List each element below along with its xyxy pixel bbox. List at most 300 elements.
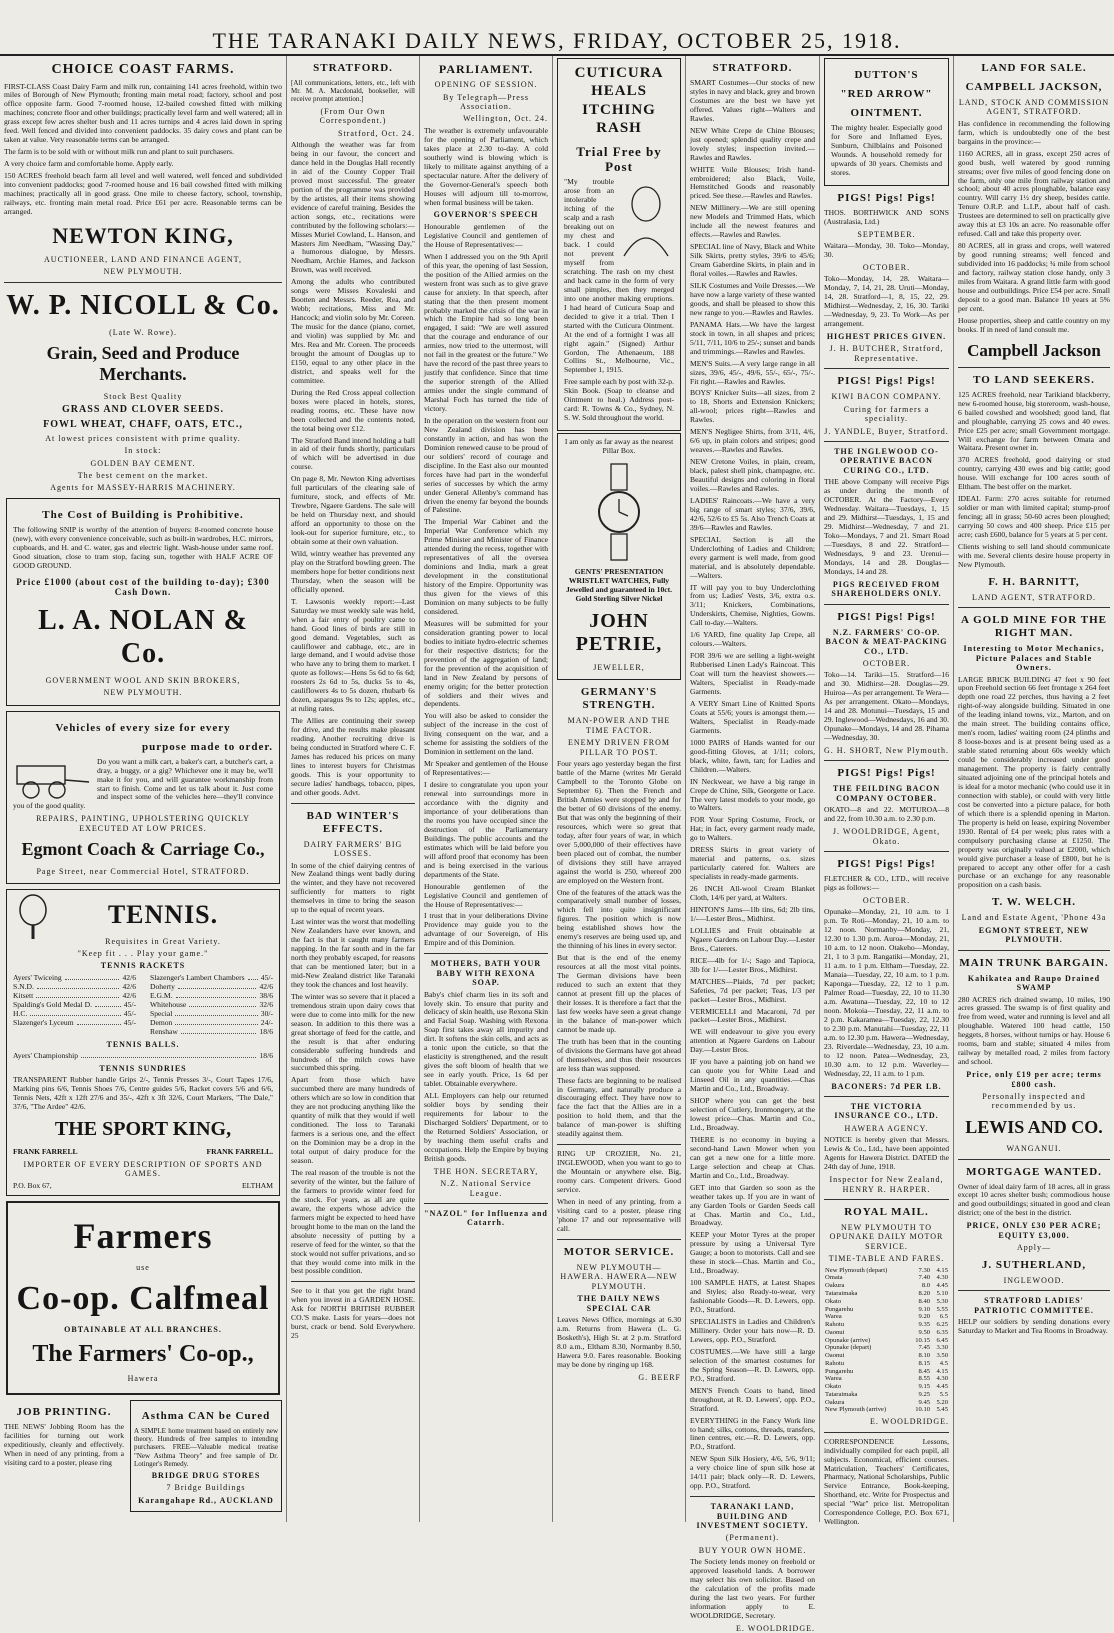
timetable-time: 9.50: [918, 1328, 931, 1336]
leader-dots: [175, 1019, 257, 1025]
divider: [557, 1144, 681, 1145]
divider: [824, 441, 949, 442]
bridge-address: 7 Bridge Buildings: [166, 1483, 246, 1493]
classified-ad: SPECIAL line of Navy, Black and White Silk Skirts, pretty styles, 39/6 to 45/6; Cream Gaberdine Skirts, in plain and in floral voiles.—Rawles and Rawles.: [690, 242, 815, 279]
tennis-ad: [6, 889, 280, 1196]
timetable-time: 8.20: [918, 1289, 931, 1297]
para: You will also be asked to consider the subject of the increase in the cost of living consequent on the war, and a scheme for assisting the soldiers of the Dominion in settlement on the land.: [424, 711, 548, 757]
para: The weather is extremely unfavourable for the opening of Parliament, which takes place at 2.30 to-day. A cold southerly wind is blowing which is likely to militate against anything of a spectacular nature. After the delivery of the Governor-General's speech both Houses will adjourn till to-morrow, when formal business will be taken.: [424, 125, 548, 207]
divider: [824, 851, 949, 852]
column-1: [0, 56, 287, 1522]
price-line: Price, only £19 per acre; terms £800 cash.: [966, 1070, 1102, 1089]
classified-ad: SMART Costumes—Our stocks of new styles in navy and black, grey and brown Costumes are the best we have yet offered. Values right—Walters and Rawles.: [690, 77, 815, 123]
timetable-time: 7.45: [918, 1344, 931, 1352]
timetable-time: 8.0: [921, 1282, 931, 1290]
classified-ad: NEW Millinery.—We are still opening new Models and Trimmed Hats, which include all the newest features and effects.—Rawles and Rawles.: [690, 203, 815, 240]
racket-price: 30/-: [260, 1008, 273, 1018]
jeweller: JEWELLER,: [593, 663, 645, 673]
timetable-row: [824, 1391, 949, 1399]
racket-row: [150, 1028, 273, 1037]
racket-icon: [13, 894, 53, 940]
motor-body: Leaves News Office, mornings at 6.30 a.m. Returns from Hawera (L. G. Bosketh's), High St. at 2 p.m. Stratford 8.0 a.m., Eltham 8.30, Normanby 8.50, Hawera 9.0. Fares reasonable. Booking may be done by ringing up 168.: [557, 1314, 681, 1369]
motor-sign: G. BEERF: [638, 1372, 681, 1382]
leader-dots: [77, 1019, 121, 1025]
para: Honourable gentlemen of the Legislative Council and gentlemen of the House of Representatives:—: [424, 221, 548, 249]
timetable-time: 9.45: [918, 1398, 931, 1406]
para: Four years ago yesterday began the first battle of the Marne (writes Mr Gerald Campbell to the Toronto Globe on September 6). Then the French and British Armies were stopped by and for the better of 60 divisions of the enemy. But that was only the beginning of their resources, which were so great that today, after four years of war, in which over 5,000,000 of their effectives have been placed out of combat, the number of divisions they still have arrayed against the world is 250, whereof 200 are employed on the Western front.: [557, 759, 681, 885]
para: The Stratford Band intend holding a ball in aid of their funds shortly, particulars of which will be advertised in due course.: [291, 435, 415, 472]
para: The real reason of the trouble is not the severity of the winter, but the failure of the farmers to provide winter feed for the stock. For years, as all are quite aware, the experts whose advice the farmers might be expected to heed have brought home to the man on the land the absolute necessity of putting by a reserve of feed for the winter, so that the stock would not suffer privations, and so that they would come into milk in the best possible condition.: [291, 1167, 415, 1276]
pigs-heading: PIGS! Pigs! Pigs!: [837, 767, 936, 780]
timetable-time: 6.35: [936, 1328, 948, 1336]
society-sign: E. WOOLDRIDGE.: [736, 1624, 815, 1633]
classified-ad: SHOP where you can get the best selection of Cutlery, Ironmongery, at the lowest price—Chas. Martin and Co., Ltd., Broadway.: [690, 1096, 815, 1132]
racket-name: Spalding's Gold Medal D.: [13, 999, 92, 1009]
farm-ad-3: A very choice farm and comfortable home. Apply early.: [4, 159, 174, 169]
use-word: use: [136, 1263, 150, 1273]
crozier-ad: RING UP CROZIER, No. 21, INGLEWOOD, when you want to go to the Mountain or anywhere else. Big, roomy cars. Competent drivers. Good service.: [557, 1149, 681, 1195]
motor-mechanics-sub: Interesting to Motor Mechanics, Picture Palaces and Stable Owners.: [963, 644, 1105, 673]
classified-ad: LADIES' Raincoats.—We have a very big range of smart styles; 37/6, 39/6, 42/6, 52/6 to £5 5s. Also Trench Coats at 39/6—Rawles and Rawles.: [690, 495, 815, 532]
fletcher: FLETCHER & CO., LTD., will receive pigs as follows:—: [824, 874, 949, 893]
nz-october: OCTOBER.: [862, 658, 911, 668]
divider: [824, 1432, 949, 1433]
para: IDEAL Farm: 270 acres suitable for returned soldier or man with limited capital; stump-proof fencing; all in grass; 50-60 acres been ploughed; carrying 50 cows and 400 sheep. Price £15 per acre; cash £600, balance for 5 years at 5 per cent.: [958, 494, 1110, 540]
masthead: [0, 0, 1114, 56]
divider: [958, 950, 1110, 951]
timetable-time: 9.35: [918, 1321, 931, 1329]
germany-heading: GERMANY'S STRENGTH.: [580, 686, 658, 712]
classified-ad: 1/6 YARD, fine quality Jap Crepe, all colours.—Walters.: [690, 630, 815, 649]
pigs-heading: PIGS! Pigs! Pigs!: [837, 375, 936, 388]
classified-ad: SPECIALISTS in Ladies and Children's Millinery. Order your hats now—R. D. Lewers, opp. P.O., Stratford.: [690, 1317, 815, 1344]
racket-name: Renshaw: [150, 1026, 178, 1036]
short: G. H. SHORT, New Plymouth.: [824, 746, 949, 756]
masthead-title: THE TARANAKI DAILY NEWS, FRIDAY, OCTOBER 25, 1918.: [212, 28, 902, 53]
service-league: N.Z. National Service League.: [440, 1179, 532, 1198]
dutton-ad: [824, 58, 949, 186]
classified-ad: A VERY Smart Line of Knitted Sports Coats at 55/6; yours is amongst them.—Walters, Specialist in Ready-made Garments.: [690, 698, 815, 735]
royal-mail-heading: ROYAL MAIL.: [844, 1205, 929, 1218]
leader-dots: [175, 1010, 257, 1016]
leader-dots: [248, 974, 258, 980]
para: 125 ACRES freehold, near Tarikiand blackberry, new 6-roomed house, big storeroom, wash-house, 6 bailed cowshed and woolshed; good land, flat and ploughable, carrying 25 cows and 40 ewes. Price £25 per acre; small Government mortgage. Will exchange for farm between Omata and Waitara. Present owner in.: [958, 389, 1110, 453]
timetable-stop: Oaonui: [825, 1352, 845, 1360]
tennis-sundries-body: TRANSPARENT Rubber handle Grips 2/-, Tennis Presses 3/-, Court Tapes 17/6, Marking pins 6/6, Tennis Shoes 7/6, Centre guides 5/6, Racket covers 5/6 and 6/6, Tennis Nets, 42ft x 12ft 27/6 and 35/-, 42ft x 3ft 32/6, Court Markers, "The Dale," 37/6, "The Ardee" 42/6.: [13, 1075, 273, 1112]
dutton-body: The mighty healer. Especially good for Sore and Inflamed Eyes, Sunburn, Chilblains and Poisoned Wounds. A household remedy for upwards of 30 years. Chemists and stores.: [831, 122, 942, 177]
leader-dots: [189, 1001, 256, 1007]
racket-price: 45/-: [123, 1008, 136, 1018]
para: Mr Speaker and gentlemen of the House of Representatives:—: [424, 759, 548, 778]
timetable-row: [824, 1313, 949, 1321]
sport-king-heading: THE SPORT KING,: [54, 1118, 232, 1141]
timetable-row: [824, 1274, 949, 1282]
classified-ad: NEW Cretone Voiles, in plain, cream, black, palest shell pink, champagne, etc. Beautiful designs and coloring in floral voiles.—Rawles and Rawles.: [690, 457, 815, 493]
newton-king-sub: AUCTIONEER, LAND AND FINANCE AGENT,: [44, 254, 242, 264]
tennis-sundries-heading: TENNIS SUNDRIES: [99, 1063, 187, 1073]
cuticura-ad: [557, 58, 681, 431]
racket-name: Ayers' Twiceing: [13, 972, 62, 982]
buy-own-home: BUY YOUR OWN HOME.: [698, 1545, 807, 1555]
petrie-ad: [557, 433, 681, 680]
stratford-classifieds: [690, 79, 815, 1491]
para: HELP our soldiers by sending donations every Saturday to Market and Tea Rooms in Broadway.: [958, 1316, 1110, 1335]
timetable-stop: Opunake (arrive): [825, 1336, 871, 1344]
bottom-ads-row: [4, 1400, 282, 1513]
nazol-ad: "NAZOL" for Influenza and Catarrh.: [424, 1209, 548, 1228]
para: 370 ACRES freehold, good dairying or stud country, carrying 430 ewes and big cattle; good house. Will exchange for 100 acres south of Eltham. The best offer on the market.: [958, 455, 1110, 492]
racket-name: Whitehouse: [150, 999, 187, 1009]
racket-name: Slazenger's Lyceum: [13, 1017, 74, 1027]
stratford-heading: STRATFORD.: [712, 62, 793, 74]
nolan-heading: L. A. NOLAN & Co.: [38, 604, 248, 669]
inglewood: INGLEWOOD.: [1003, 1275, 1065, 1285]
nz-list: Toko—14. Tariki—15. Stratford—16 and 30. Midhirst—28. Douglas—29. Huiroa—As per arrangement. Te Wera—As per arrangement. Okato—Mondays, 14 and 28. Motunui—Tuesdays, 15 and 29. Inglewood—Wednesdays, 16 and 30. Opunake—Mondays, 14 and 28. Pihama—Wednesday, 30.: [824, 670, 949, 743]
para: 80 ACRES, all in grass and crops, well watered by good running streams; well fenced and subdivided into 16 paddocks; ¾ mile from school and factory, railway station close handy, only 3 miles from Waitara. A grand little farm with good house and outbuildings. Price £54 per acre. Small deposit to a good man. Balance 10 years at 5% per cent.: [958, 241, 1110, 313]
racket-name: E.G.M.: [150, 990, 173, 1000]
para: The truth has been that in the counting of divisions the Germans have got ahead of themselves, and thus their resources are less than was supposed.: [557, 1036, 681, 1073]
timetable-time: 5.5: [939, 1390, 948, 1398]
para: The Imperial War Cabinet and the Imperial War Conference which my Prime Minister and Minister of Finance attended during the recess, together with representatives of all the oversea dominions and India, mark a great development in the constitutional history of the Empire. Opportunity was thus given for the views of this Dominion on many subjects to be fully considered.: [424, 517, 548, 616]
para: I trust that in your deliberations Divine Providence may guide you to the advantage of our Sovereign, of His Empire and of this Dominion.: [424, 911, 548, 948]
divider: [824, 760, 949, 761]
egmont-coach-heading: Egmont Coach & Carriage Co.,: [21, 839, 265, 860]
obtainable-line: OBTAINABLE AT ALL BRANCHES.: [64, 1324, 222, 1334]
timetable-time: 9.15: [918, 1383, 931, 1391]
classified-ad: FOR Your Spring Costume, Frock, or Hat; in fact, every garment ready made, go to Walters.: [690, 815, 815, 843]
cuticura-testimony: "My trouble arose from an intolerable itching of the scalp and a rash breaking out on my chest and back. I could not prevent myself from scratching. The rash on my chest and back came in the form of very small pimples, then they merged into one another making eruptions. I had heard of Cuticura Soap and decided to give it a trial. Then I started with the Cuticura Ointment. At the end of a fortnight I was all right again." (Signed) Arthur Gordon, The Athenaeum, 188 Collins St., Melbourne, Vic., September 1, 1915.: [564, 177, 674, 375]
correspondence-ad: CORRESPONDENCE Lessons, individually compiled for each pupil, all subjects. Economical, efficient courses. Matriculation, Teachers' Certificates, Pharmacy, National Scholarships, Public Service Entrance, Book-keeping, Shorthand, etc. Write for Prospectus and special "War" price list. Metropolitan Correspondence College, P.O. Box 671, Wellington.: [824, 1436, 949, 1527]
vehicles-ad: [6, 711, 280, 884]
timetable-time: 10.10: [915, 1406, 931, 1414]
asthma-heading: Asthma CAN be Cured: [141, 1409, 271, 1422]
rexona-heading: MOTHERS, BATH YOUR BABY WITH REXONA SOAP.: [430, 959, 542, 988]
sutherland: J. SUTHERLAND,: [981, 1258, 1087, 1271]
fowl-line: FOWL WHEAT, CHAFF, OATS, ETC.,: [43, 418, 243, 430]
john-petrie: JOHN PETRIE,: [575, 609, 663, 656]
enemy-sub: ENEMY DRIVEN FROM PILLAR TO POST.: [567, 738, 671, 757]
para: During the Red Cross appeal collection boxes were placed in hotels, stores, reading rooms, etc. These have now been collected and the contents noted, the total being over £12.: [291, 387, 415, 433]
cost-building-heading: The Cost of Building is Prohibitive.: [42, 508, 244, 521]
timetable-time: 4.5: [939, 1359, 948, 1367]
pigs-heading: PIGS! Pigs! Pigs!: [837, 858, 936, 871]
timetable: [824, 1267, 949, 1415]
classified-ad: FOR 39/6 we are selling a light-weight Rubberised Linen Lady's Raincoat. This Coat will turn the heaviest showers.—Walters, Specialist in Ready-made Garments.: [690, 651, 815, 697]
grass-line: GRASS AND CLOVER SEEDS.: [62, 404, 224, 416]
trial-heading: Trial Free by Post: [576, 143, 662, 175]
timetable-stop: Tataraimaka: [825, 1390, 858, 1398]
para: When I addressed you on the 9th April of this year, the opening of last Session, the position of the Allied armies on the western front was such as to give grave cause for anxiety. In that speech, after stating that the then present moment probably marked the crisis of the war in which the Empire had so long been engaged, I said: "We are well assured that the courage and endurance of our armies, now tried to the uttermost, will not fail in the greatest or the future." We have the record of the past three years to justify that confidence. Since that time the superior strength of the Allied armies under the single command of Marshal Foch has turned the tide of victory.: [424, 251, 548, 413]
timetable-stop: Warea: [825, 1313, 842, 1321]
oct-list: Toko—Monday, 14, 28. Waitara—Monday, 7, 14, 21, 28. Uruti—Monday, 14, 28. Stratford—1, 8, 15, 22, 29. Midhirst—Wednesday, 2, 16, 30. Tariki—Wednesday, 9, 23. To Work—As per arrangement.: [824, 274, 949, 329]
newton-king-place: NEW PLYMOUTH.: [103, 267, 183, 277]
classified-ad: MEN'S Negligee Shirts, from 3/11, 4/6, 6/6 up, in plain colors and stripes; good weaves.—Rawles and Rawles.: [690, 427, 815, 455]
divider: [424, 953, 548, 954]
timetable-row: [824, 1375, 949, 1383]
timetable-time: 7.40: [918, 1274, 931, 1282]
timetable-stop: Rahotu: [825, 1359, 845, 1367]
vehicles-repairs: REPAIRS, PAINTING, UPHOLSTERING QUICKLY EXECUTED AT LOW PRICES.: [36, 814, 250, 833]
racket-name: H.C.: [13, 1008, 28, 1018]
job-printing-body: THE NEWS' Jobbing Room has the facilities for turning out work expeditiously, cleanly and effectively. When in need of any printing, from a visiting card to a poster, please ring: [4, 1421, 124, 1467]
para: Apart from those which have succumbed there are many hundreds of others which are so low in condition that they are not producing anything like the quantity of milk that they would if well conditioned. The loss to Taranaki farmers is a serious one, and the effect on the Dominion may be a drop in the total output of dairy produce for the season.: [291, 1075, 415, 1166]
calfmeal-heading: Co-op. Calfmeal: [16, 1279, 270, 1317]
divider: [424, 1203, 548, 1204]
vehicles-heading-2: purpose made to order.: [142, 740, 273, 753]
timetable-time: 5.30: [936, 1297, 948, 1305]
permanent: (Permanent).: [725, 1533, 780, 1543]
timetable-stop: New Plymouth (arrive): [825, 1406, 887, 1414]
divider: [958, 1290, 1110, 1291]
classified-ad: COSTUMES.—We have still a large selection of the smartest costumes for the Spring Season—R. D. Lewers, opp. P.O., Stratford.: [690, 1346, 815, 1383]
leader-dots: [181, 1028, 257, 1034]
bad-winter-heading: BAD WINTER'S EFFECTS.: [306, 809, 400, 835]
timetable-stop: New Plymouth (depart): [825, 1266, 888, 1274]
welch-sub: Land and Estate Agent, 'Phone 43a: [961, 913, 1107, 923]
mortgage-price: PRICE, ONLY £30 PER ACRE; EQUITY £3,000.: [966, 1221, 1102, 1240]
asthma-body: A SIMPLE home treatment based on entirely new theory. Hundreds of free samples to intending purchasers. FREE—Valuable medical treatise "New Asthma Theory" and free sample of Dr. Lotinger's Remedy.: [134, 1426, 278, 1468]
barnitt-heading: F. H. BARNITT,: [988, 575, 1080, 588]
cost-building-ad: [6, 498, 280, 706]
classified-ad: LOLLIES and Fruit obtainable at Ngaere Gardens on Labour Day.—Lester Bros., Caterers.: [690, 925, 815, 953]
farm-ad-1: FIRST-CLASS Coast Dairy Farm and milk run, containing 141 acres freehold, within two miles of Borough of New Plymouth; fronting main metal road; factory, school and post office opposite farm. Good 7-roomed house, 12-bailed cowshed fitted with milking machines; concrete floor and other buildings; practically level farm and well watered; all in grass except few acres shelter bush and 11 acres turnips and 4 acres laid down in spring feed. Well fenced and divided into convenient paddocks. 35 dairy cows and plant can be taken at value. Very reasonable terms can be arranged.: [4, 81, 282, 145]
fletcher-october: OCTOBER.: [862, 895, 911, 905]
para: Has confidence in recommending the following farm, which is undoubtedly one of the best bargains in the province:—: [958, 118, 1110, 146]
main-trunk-heading: MAIN TRUNK BARGAIN.: [959, 956, 1109, 969]
timetable-row: [824, 1329, 949, 1337]
racket-price: 42/6: [259, 981, 273, 991]
leader-dots: [95, 1001, 121, 1007]
pillar-box-line: I am only as far away as the nearest Pillar Box.: [564, 437, 674, 456]
highest-prices: HIGHEST PRICES GIVEN.: [826, 332, 947, 341]
farmers-calfmeal-ad: [6, 1201, 280, 1395]
divider: [291, 1281, 415, 1282]
farm-ad-2: The farm is to be sold with or without milk run and plant to suit purchasers.: [4, 147, 234, 157]
racket-price: 45/-: [123, 999, 136, 1009]
timetable-row: [824, 1337, 949, 1345]
timetable-time: 3.50: [936, 1352, 948, 1360]
job-printing-ad: [4, 1400, 124, 1513]
racket-row: [13, 1001, 136, 1010]
timetable-time: 6.5: [939, 1313, 948, 1321]
campbell-jackson-heading: CAMPBELL JACKSON,: [965, 80, 1103, 93]
portrait-icon: [618, 180, 674, 258]
timetable-row: [824, 1368, 949, 1376]
timetable-stop: Pungarehu: [825, 1305, 854, 1313]
borthwick: THOS. BORTHWICK AND SONS (Australasia, Ltd.): [824, 207, 949, 226]
classified-ad: SPECIAL Section is all the Underclothing of Ladies and Children; every garment is well made, from good material, and is absolutely dependable.—Walters.: [690, 534, 815, 580]
para: 280 ACRES rich drained swamp, 10 miles, 190 acres grassed. The swamp is of first quality and free from weed, water and running is level and all ploughable. Watered 100 head cattle, 150 heggets, 8 horses, without turnips or hay. House 6 rooms, barn and stable; situated 4 miles from railway by metalled road, 2 miles from factory and school.: [958, 994, 1110, 1067]
racket-name: Demon: [150, 1017, 173, 1027]
classified-ad: NEW Spun Silk Hosiery, 4/6, 5/6, 9/11; a very choice line of spun silk hose at 14/11 pair; black only—R. D. Lewers, opp. P.O., Stratford.: [690, 1454, 815, 1491]
tennis-rackets-heading: TENNIS RACKETS: [100, 961, 186, 971]
classified-ad: GET into that Garden so soon as the weather takes up. If you are in want of any Garden Tools or Garden Seeds call at Chas. Martin and Co., Ltd., Broadway.: [690, 1182, 815, 1228]
timetable-row: [824, 1344, 949, 1352]
para: Baby's chief charm lies in its soft and lovely skin. To ensure that purity and delicacy of skin health, use Rexona Skin and Facial Soap. Washing with Rexona Soap first takes away all impurity and dirt. It softens the skin cells, and acts as a tonic upon the cuticle, so that the elasticity is strengthened, and the result gives the soft bloom of health that we see in early youth. Price, 1s 6d per tablet. Obtainable everywhere.: [424, 989, 548, 1089]
kahikatea-sub: Kahikatea and Raupo Drained SWAMP: [967, 973, 1101, 993]
racket-price: 18/6: [259, 1026, 273, 1036]
ayers-price: 18/6: [259, 1051, 273, 1061]
classified-ad: 1000 PAIRS of Hands wanted for our good-fitting Gloves, at 1/11; colors, black, white, fawn, tan; for Ladies and Children.—Walters.: [690, 737, 815, 774]
land-for-sale-heading: LAND FOR SALE.: [981, 62, 1087, 74]
timetable-time: 5.10: [936, 1289, 948, 1297]
para: Clients wishing to sell land should communicate with me. Several clients desire house property in New Plymouth.: [958, 542, 1110, 569]
timetable-heading: TIME-TABLE AND FARES.: [828, 1254, 945, 1264]
timetable-time: 7.30: [918, 1266, 931, 1274]
stock-line: Stock Best Quality: [103, 391, 183, 401]
para: T. Lawsonis weekly report:—Last Saturday we must weekly sale was held, when a fair entry of poultry came to hand. Good lines of birds are still in good demand. Vegetables, such as cauliflower and cabbage, etc., are in large demand, and I would advise those who have any to bring them to market. I quote as follows:—Hens 5s 6d to 6s 6d; roosters 2s 6d to 5s, ducks 5s to 4s, cauliflowers 4s to 5s dozen, rhubarb 6s dozen, asparagus 9s to 12s; apples, etc., at ruling rates.: [291, 596, 415, 714]
racket-name: Doherty: [150, 981, 175, 991]
divider: [291, 803, 415, 804]
para: Although the weather was far from being in our favour, the concert and dance held in the Douglas Hall recently in aid of the County Copper Trail proved most successful. The greater portion of the programme was provided by the artistes, all their items showing evidence of careful training. Besides the action songs, etc., recitations were contributed by the following scholars:—Misses Muriel Cowland, L. Hanson, and Masters Jim Needham, "Wassing Day," a humorous dialogue, by Messrs. Needham, Archie Hames, and Jackson Brown, was well received.: [291, 140, 415, 275]
asthma-ad: [130, 1400, 282, 1513]
leader-dots: [176, 992, 257, 998]
divider: [958, 607, 1110, 608]
inglewood-bacon: THE INGLEWOOD CO-OPERATIVE BACON CURING CO., LTD.: [834, 447, 939, 475]
pigs-heading: PIGS! Pigs! Pigs!: [837, 191, 936, 204]
para: Among the adults who contributed songs were Misses Kovaleski and Bootten and Messrs. Reeder, Rea, and Webb; recitations, Miss and Mr. Hancock; and violin solo by Mr. Coreen. The music for the dance (piano, cornet, and violin) was supplied by Mr. and Mrs. Rea and Mr. Coreen. The proceeds brought the amount of Douglas up to £150, equal to any other place in the district, and speaks well for the committee.: [291, 277, 416, 385]
farmers-heading: Farmers: [73, 1215, 213, 1256]
timetable-stop: Oakura: [825, 1282, 845, 1290]
printing-ad: When in need of any printing, from a visiting card to a poster, please ring 'phone 17 and our representative will call.: [557, 1197, 681, 1233]
leader-dots: [65, 974, 120, 980]
timetable-time: 8.55: [918, 1375, 931, 1383]
classified-ad: 26 INCH All-wool Cream Blanket Cloth, 14/6 per yard, at Walters.: [690, 884, 815, 903]
timetable-stop: Omata: [825, 1274, 843, 1282]
para: Last winter was the worst that modelling New Zealanders have ever known, and the fact is that it caught many farmers napping. In the far south and in the far north they probably escaped, for reasons that can be mentioned later; but in a mid-New Zealand district like Taranaki they took the chances and lost heavily.: [291, 917, 416, 989]
timetable-time: 4.15: [936, 1266, 948, 1274]
classified-ad: SILK Costumes and Voile Dresses.—We have now a large variety of these wanted goods, and shall be pleased to show this new range to you.—Rawles and Rawles.: [690, 280, 815, 317]
timetable-time: 9.20: [918, 1313, 931, 1321]
inglewood-body: THE above Company will receive Pigs as under during the month of OCTOBER. At the Factory—Every Wednesday. Waitara—Tuesdays, 1, 15 and 29. Midhirst—Tuesdays, 1, 15 and 29. Midhirst—Wednesday, 7 and 21. Toko—Mondays, 7 and 21. Smart Road—Tuesdays, 8 and 22. Stratford—Wednesdays, 9 and 23. Urenui—Mondays, 14 and 28. Douglas—Mondays, 14 and 28.: [824, 477, 949, 576]
cuticura-sample: Free sample each by post with 32-p. Skin Book. (Soap to cleanse and Ointment to heal.) Address post-card: R. Towns & Co., Sydney, N. S. W. Sold throughout the world.: [564, 377, 674, 423]
ointment-heading: OINTMENT.: [850, 106, 923, 119]
special-car: THE DAILY NEWS SPECIAL CAR: [577, 1294, 661, 1313]
timetable-time: 5.20: [936, 1398, 948, 1406]
classified-ad: MEN'S Suits.—A very large range in all sizes, 39/6, 45/-, 49/6, 55/-, 65/-, 75/-. Fit right.—Rawles and Rawles.: [690, 358, 815, 386]
golden-bay-line: GOLDEN BAY CEMENT.: [90, 458, 196, 468]
classified-ad: WHITE Voile Blouses; Irish hand-embroidered; also Black, Voile, Hemstitched Goods and reasonably priced. See these.—Rawles and Rawles.: [690, 164, 815, 201]
timetable-time: 6.45: [936, 1336, 948, 1344]
personally-line: Personally inspected and recommended by us.: [982, 1092, 1086, 1111]
para: In the operation on the western front our New Zealand division has been constantly in action, and has won the Dominion renewed cause to be proud of our soldiers' record of courage and discipline. In the East also our mounted forces have had part in the wonderful series of successes by which the army under General Allenby's command has driven the enemy far beyond the bounds of Palestine.: [424, 415, 548, 515]
october: OCTOBER.: [862, 262, 911, 272]
timetable-stop: Okato: [825, 1297, 842, 1305]
timetable-time: 8.15: [918, 1359, 931, 1367]
tennis-sub: Requisites in Great Variety.: [105, 936, 221, 946]
racket-name: Special: [150, 1008, 173, 1018]
sept-list: Waitara—Monday, 30. Toko—Monday, 30.: [824, 240, 949, 259]
watch-label: GENTS' PRESENTATION WRISTLET WATCHES, Fully Jewelled and guaranteed in 10ct. Gold Sterling Silver Nickel: [565, 567, 673, 603]
classified-ad: IF you have a painting job on hand we can quote you for White Lead and Linseed Oil in any quantities.—Chas Martin and Co., Ltd., Broadway.: [690, 1057, 815, 1094]
egmont-coach-sub: Page Street, near Commercial Hotel, STRATFORD.: [36, 866, 250, 876]
timetable-row: [824, 1298, 949, 1306]
timetable-stop: Rahotu: [825, 1321, 845, 1329]
yandle: J. YANDLE, Buyer, Stratford.: [824, 426, 949, 436]
patriotic-heading: STRATFORD LADIES' PATRIOTIC COMMITTEE.: [974, 1296, 1094, 1315]
red-arrow-heading: "RED ARROW": [840, 87, 933, 100]
classified-ad: THERE is no economy in buying a second-hand Lawn Mower when you can get a new one for a little more. Large selection and cheap at Chas. Martin and Co., Ltd., Broadway.: [690, 1134, 815, 1180]
choice-farms-heading: CHOICE COAST FARMS.: [51, 62, 235, 77]
timetable-row: [824, 1360, 949, 1368]
cart-icon: [13, 760, 91, 800]
divider: [4, 282, 282, 283]
timetable-row: [824, 1406, 949, 1414]
timetable-time: 3.30: [936, 1344, 948, 1352]
cuticura-heading-1: CUTICURA HEALS: [574, 65, 664, 99]
classified-ad: NEW White Crepe de Chine Blouses; just opened; splendid quality crepe and lovely styles; inspection invited.—Rawles and Rawles.: [690, 125, 815, 162]
po-row: [13, 1182, 273, 1191]
governor-speech-heading: GOVERNOR'S SPEECH: [433, 210, 539, 220]
para: Wild, wintry weather has prevented any play on the Stratford bowling green. The members hope for better conditions next Thursday, when the season will be officially opened.: [291, 548, 415, 594]
tennis-balls-heading: TENNIS BALLS.: [106, 1039, 180, 1049]
frank-farrell-left: FRANK FARRELL: [13, 1146, 78, 1156]
timetable-time: 8.10: [918, 1352, 931, 1360]
ayers-championship: Ayers' Championship: [13, 1051, 79, 1061]
gold-mine-heading: A GOLD MINE FOR THE RIGHT MAN.: [961, 614, 1107, 640]
victoria-insurance: THE VICTORIA INSURANCE CO., LTD.: [834, 1101, 939, 1121]
hon-secretary: THE HON. SECRETARY,: [433, 1166, 539, 1176]
timetable-time: 5.55: [936, 1305, 948, 1313]
egmont-street: EGMONT STREET, NEW PLYMOUTH.: [978, 925, 1090, 945]
classified-ad: DRESS Skirts in great variety of material and patterns, o.s. sizes particularly catered for. Walters are specialists in ready-made garments.: [690, 845, 815, 882]
agents-line: Agents for MASSEY-HARRIS MACHINERY.: [50, 483, 236, 493]
nz-farmers-bacon: N.Z. FARMERS' CO-OP. BACON & MEAT-PACKING CO., LTD.: [825, 627, 948, 656]
apply: Apply—: [1017, 1243, 1051, 1253]
column-3: [420, 56, 553, 1522]
racket-price: 38/6: [259, 990, 273, 1000]
newton-king: NEWTON KING,: [52, 222, 234, 248]
para: Owner of ideal dairy farm of 18 acres, all in grass except 10 acres shelter bush; commodious house and good outbuildings; situated in good and clean district; one of the best in the district.: [958, 1181, 1110, 1218]
lewis-heading: LEWIS AND CO.: [965, 1116, 1103, 1137]
eltham: ELTHAM: [242, 1180, 273, 1190]
racket-name: S.N.D.: [13, 981, 34, 991]
para: 1160 ACRES, all in grass, except 250 acres of good bush, well watered by good running streams; over five miles of good fencing done on the farm, only one mile from railway station and school; about 40 acres ploughable, balance easy country. Will carry 1½ dry sheep, besides cattle. Tenure O.R.P. and L.I.P., about half of cash. Trustees are determined to sell on practically give away this at £3 10s an acre. No reasonable offer refused. Call and take this property over.: [958, 148, 1110, 239]
cost-building-body: The following SNIP is worthy of the attention of buyers: 8-roomed concrete house (new), with every convenience conceivable, such as built-in wardrobes, H.C. mirrors, cupboards, and H. and C. water, gas and electric light. Wash-house under same roof. Good situation, close to tram stop, facing sun, together with HALF ACRE OF GOOD GROUND.: [13, 524, 273, 570]
para: I desire to congratulate you upon your renewal into surroundings more in accordance with the dignity and importance of your deliberations than the rooms you have occupied since the destruction of the Parliamentary Buildings. The public accounts and the estimates which will be laid before you will afford proof that economy has been and is being exercised in the various departments of the State.: [424, 780, 548, 879]
manpower-sub: MAN-POWER AND THE TIME FACTOR.: [567, 716, 671, 735]
cuticura-heading-2: ITCHING RASH: [582, 102, 656, 137]
timetable-time: 4.30: [936, 1375, 948, 1383]
racket-price: 42/6: [122, 972, 136, 982]
divider: [557, 1239, 681, 1240]
racket-price: 24/-: [260, 1017, 273, 1027]
karangahape: Karangahape Rd., AUCKLAND: [138, 1495, 274, 1505]
classified-ad: WE will endeavour to give you every attention at Ngaere Gardens on Labour Day.—Lester Bros.: [690, 1027, 815, 1055]
tennis-quote: "Keep fit . . . Play your game.": [77, 949, 209, 959]
baconers: BACONERS: 7d PER LB.: [831, 1081, 942, 1091]
leader-dots: [30, 1010, 120, 1016]
para: The winter was so severe that it placed a tremendous strain upon dairy cows that were due to come into milk for the new season. In addition to this there was a great shortage of feed for the cattle, and the result is that after enduring considerable suffering hundreds and hundreds of the milch cows have succumbed this spring.: [291, 991, 415, 1073]
importer-line: IMPORTER OF EVERY DESCRIPTION OF SPORTS AND GAMES.: [23, 1159, 263, 1179]
campbell-sub: LAND, STOCK AND COMMISSION AGENT, STRATFORD.: [958, 97, 1110, 117]
para: LARGE BRICK BUILDING 47 feet x 90 feet upon Freehold section 66 feet frontage x 264 feet depth one road 22 perches, thus having a 2 feet right-of-way alongside building. Situated in one of the leading inland towns, viz., Marton, and on the main street. The building contains office, men's room, ladies' waiting room (24 plinths and 8 loose-boxes and is at present being used as a stable stated returning about 60s weekly which could be considerably increased under good management. The property is fairly centrally situated adjoining one of the principal hotels and is ideal for a motor mechanic (who could use it in connection with stable), or could with very little cost be converted into a picture palace, for both of which there is a splendid opening in Marton. The property is held on lease, expiring November 1930. Rental of £4 per week; plus rates with a compulsory purchasing clause at £1250. The property was originally valued at £2000, which would give purchaser a lease of £800, but he is prepared to accept any other offer for a cash purchase or an exchange for any reasonable proposition on a cash basis.: [958, 674, 1110, 890]
para: These facts are beginning to be realised in Germany, and naturally produce a discouraging effect. They have now to face the fact that the Allies are in a position to hold them, and that the balance of man-power is shifting steadily against them.: [557, 1075, 681, 1139]
timetable-row: [824, 1321, 949, 1329]
timetable-stop: Oakura: [825, 1398, 845, 1406]
classified-ad: MEN'S French Coats to hand, lined throughout, at R. D. Lewers', opp. P.O., Stratford.: [690, 1385, 815, 1413]
pigs-heading: PIGS! Pigs! Pigs!: [837, 610, 936, 623]
lowest-line: At lowest prices consistent with prime quality.: [45, 433, 241, 443]
timetable-time: 4.30: [936, 1274, 948, 1282]
timetable-stop: Pungarehu: [825, 1367, 854, 1375]
timetable-row: [824, 1399, 949, 1407]
campbell-jackson-banner: Campbell Jackson: [967, 340, 1101, 360]
para: The Allies are continuing their sweep for drive, and the results make pleasant reading. Another recruiting drive is being conducted in Stratford where C. F. James has reduced his prices on many lines to interest buyers for Christmas goods. This is your opportunity to secure ladies' handbags, tobacco, pipes, and other goods. Advt.: [291, 716, 415, 797]
para: In some of the chief dairying centres of New Zealand things went badly during the winter, and they have not recovered sufficiently for matters to right themselves in time to bring the season up to the equal of recent years.: [291, 860, 415, 915]
vehicles-heading-1: Vehicles of every size for every: [55, 721, 231, 734]
classified-ad: IT will pay you to buy Underclothing from us; Ladies' Vests, 3/6, extra o.s. 3/11; Knickers, Combinations, Underskirts, Chemise, Nighties, Gowns. Call to-day.—Walters.: [690, 582, 815, 628]
